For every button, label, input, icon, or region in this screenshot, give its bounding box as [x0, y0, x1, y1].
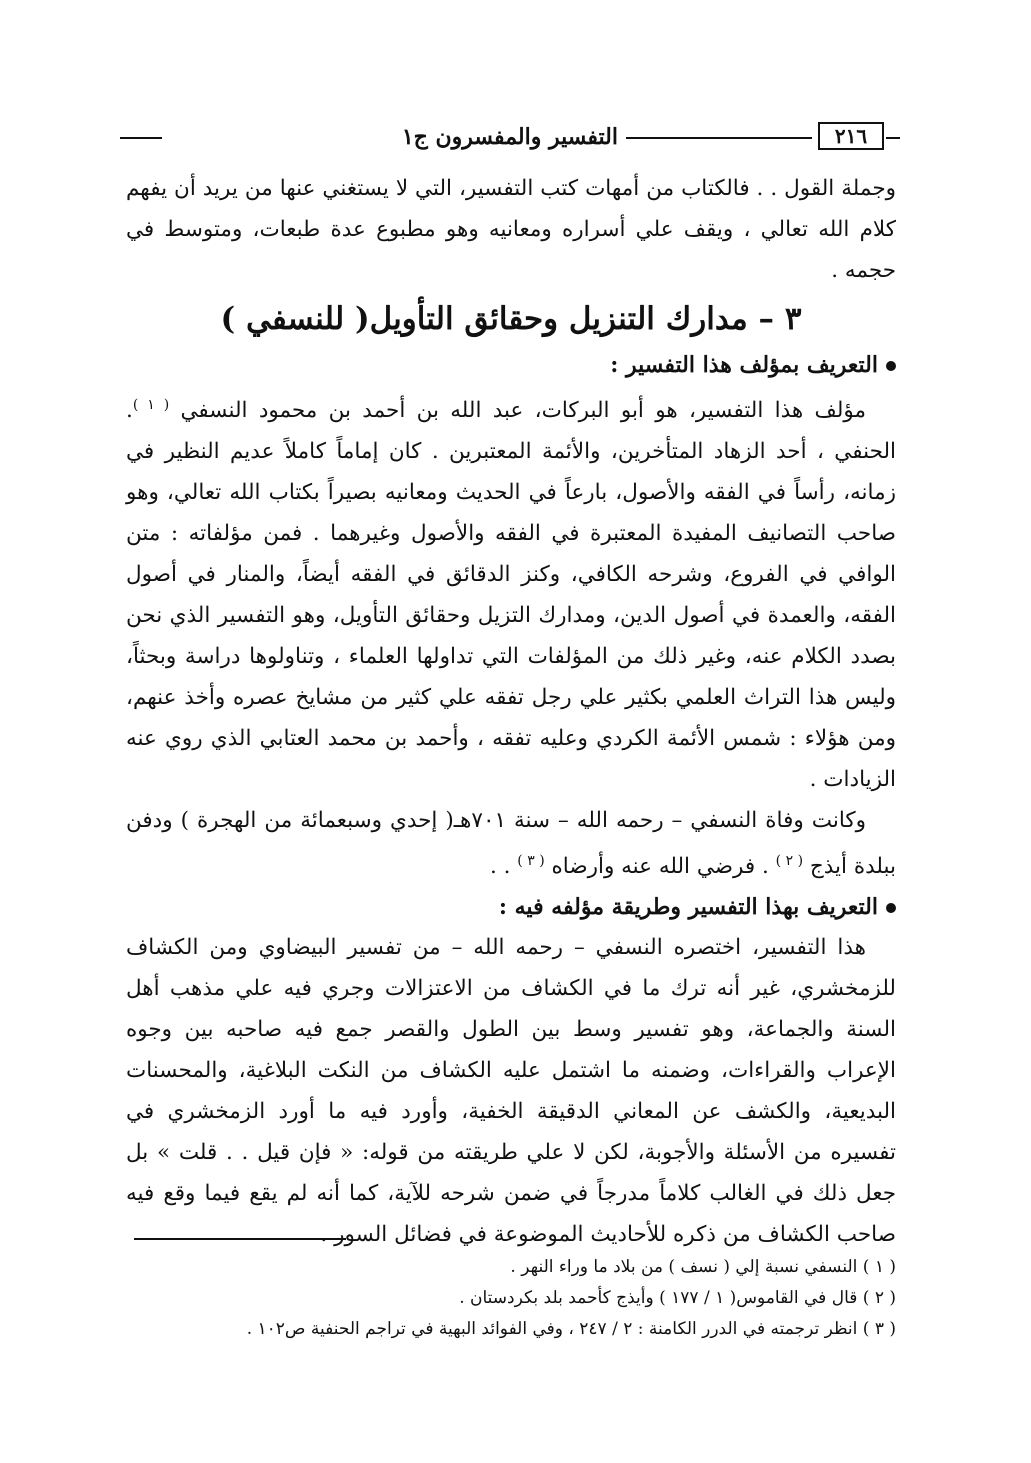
running-header: [120, 120, 900, 156]
footnote-separator: [134, 1238, 346, 1240]
main-text: [126, 168, 896, 1255]
header-rule-right: [886, 137, 900, 139]
footnote-2: ( ٢ ) قال في القاموس( ١ / ١٧٧ ) وأيذج كأحمد بلد بكردستان .: [459, 1288, 896, 1308]
running-title: التفسير والمفسرون ج١: [401, 124, 618, 150]
page-number: ٢١٦: [818, 122, 884, 150]
paragraph-author-continued: . الحنفي ، أحد الزهاد المتأخرين، والأئمة المعتبرين . كان إماماً كاملاً عديم النظير في زمانه، رأساً في الفقه والأصول، بارعاً في الحديث ومعانيه بصيراً بكتاب الله تعالي، وهو صاحب التصانيف المفيدة المعتبرة في الفقه والأصول وغيرهما . فمن مؤلفاته : متن الوافي في الفروع، وشرحه الكافي، وكنز الدقائق في الفقه أيضاً، والمنار في أصول الفقه، والعمدة في أصول الدين، ومدارك التزيل وحقائق التأويل، وهو التفسير الذي نحن بصدد الكلام عنه، وغير ذلك من المؤلفات التي تداولها العلماء ، وتناولوها دراسة وبحثاً، وليس هذا التراث العلمي بكثير علي رجل تفقه علي كثير من مشايخ عصره وأخذ عنهم، ومن هؤلاء : شمس الأئمة الكردي وعليه تفقه ، وأحمد بن محمد العتابي الذي روي عنه الزيادات .: [126, 398, 896, 793]
paragraph-death-mid: . فرضي الله عنه وأرضاه: [551, 854, 769, 880]
footnote-ref-3[interactable]: ( ٣ ): [517, 853, 545, 870]
bullet-icon: [886, 903, 896, 913]
section-heading-tafsir-text: التعريف بهذا التفسير وطريقة مؤلفه فيه :: [498, 894, 878, 921]
header-rule-left: [120, 137, 162, 139]
section-heading-tafsir: [126, 887, 896, 927]
footnote-ref-1[interactable]: ( ١ ): [132, 397, 170, 413]
paragraph-death: [126, 800, 896, 887]
paragraph-death-end: . .: [489, 854, 511, 880]
paragraph-death-text: وكانت وفاة النسفي – رحمه الله – سنة ٧٠١هـ( إحدي وسبعمائة من الهجرة ) ودفن ببلدة أيذج: [126, 808, 896, 880]
footnote-3: ( ٣ ) انظر ترجمته في الدرر الكامنة : ٢ / ٢٤٧ ، وفي الفوائد البهية في تراجم الحنفية ص١٠٢ .: [246, 1319, 896, 1339]
section-heading-author-text: التعريف بمؤلف هذا التفسير :: [610, 352, 878, 378]
header-rule-middle: [626, 137, 812, 139]
chapter-title: ٣ – مدارك التنزيل وحقائق التأويل( للنسفي ): [220, 301, 802, 337]
paragraph-tafsir: هذا التفسير، اختصره النسفي – رحمه الله – من تفسير البيضاوي ومن الكشاف للزمخشري، غير أنه ترك ما في الكشاف من الاعتزالات وجري فيه علي مذهب أهل السنة والجماعة، وهو تفسير وسط بين الطول والقصر جمع فيه صاحبه بين وجوه الإعراب والقراءات، وضمنه ما اشتمل عليه الكشاف من النكت البلاغية، والمحسنات البديعية، والكشف عن المعاني الدقيقة الخفية، وأورد فيه ما أورد الزمخشري في تفسيره من الأسئلة والأجوبة، لكن لا علي طريقته من قوله: « فإن قيل . . قلت » بل جعل ذلك في الغالب كلاماً مدرجاً في ضمن شرحه للآية، كما أنه لم يقع فيما وقع فيه صاحب الكشاف من ذكره للأحاديث الموضوعة في فضائل السور .: [126, 935, 896, 1248]
bullet-icon: [886, 361, 896, 371]
footnote-1: ( ١ ) النسفي نسبة إلي ( نسف ) من بلاد ما وراء النهر .: [510, 1257, 896, 1277]
footnote-ref-2[interactable]: ( ٢ ): [775, 853, 804, 870]
section-heading-author: [126, 345, 896, 385]
footnotes: [126, 1252, 896, 1345]
paragraph-conclusion: وجملة القول . . فالكتاب من أمهات كتب التفسير، التي لا يستغني عنها من يريد أن يفهم كلام الله تعالي ، ويقف علي أسراره ومعانيه وهو مطبوع عدة طبعات، ومتوسط في حجمه .: [126, 176, 896, 283]
paragraph-author: [126, 385, 896, 800]
paragraph-author-text: مؤلف هذا التفسير، هو أبو البركات، عبد الله بن أحمد بن محمود النسفي: [180, 398, 866, 424]
